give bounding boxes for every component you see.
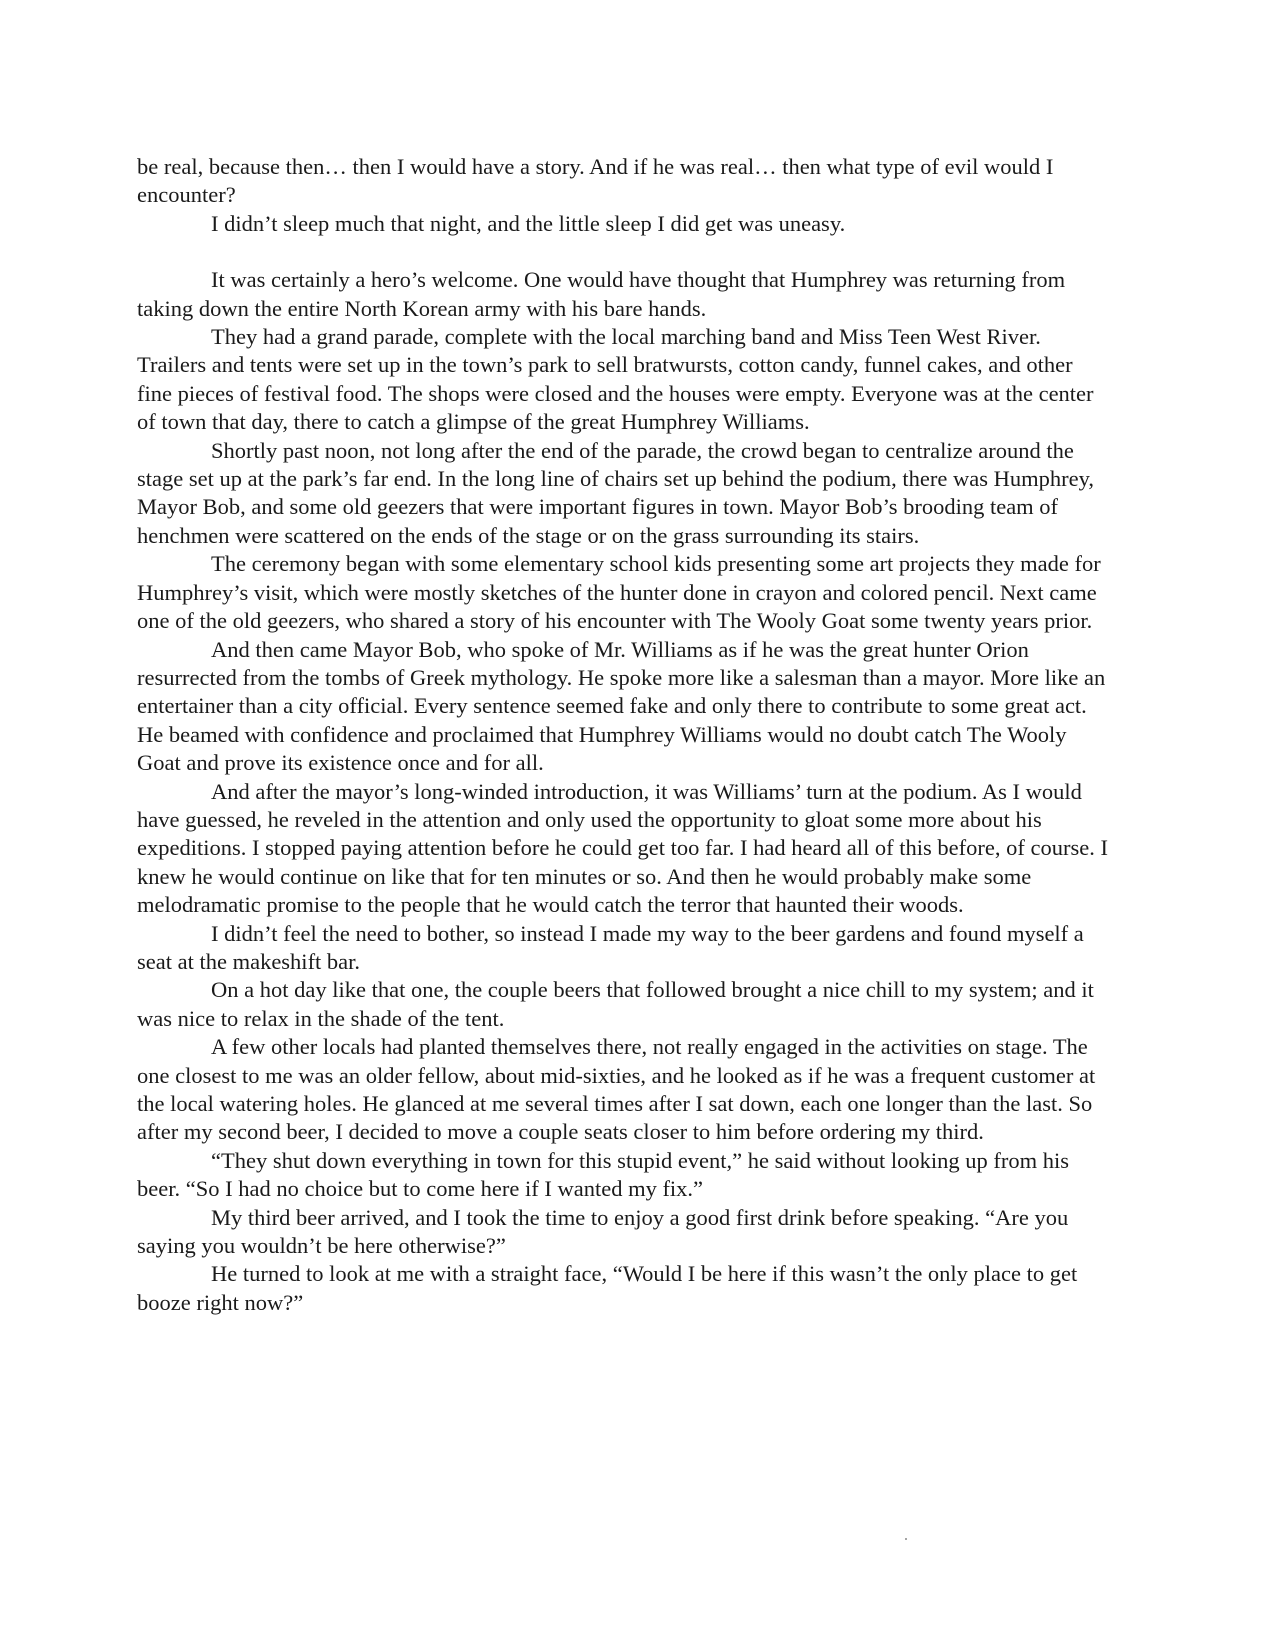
paragraph: Shortly past noon, not long after the end of the parade, the crowd began to centralize around the stage set up at the park’s far end. In the long line of chairs set up behind the podium, there was Humphrey, Mayor Bob, and some old geezers that were important figures in town. Mayor Bob’s brooding team of henchmen were scattered on the ends of the stage or on the grass surrounding its stairs. xyxy=(137,437,1095,548)
section-break xyxy=(137,238,1112,266)
paragraph: He turned to look at me with a straight face, “Would I be here if this wasn’t the only place to get booze right now?” xyxy=(137,1261,1078,1315)
paragraph: And then came Mayor Bob, who spoke of Mr. Williams as if he was the great hunter Orion resurrected from the tombs of Greek mythology. He spoke more like a salesman than a mayor. More like an entertainer than a city official. Every sentence seemed fake and only there to contribute to some great act. He beamed with confidence and proclaimed that Humphrey Williams would no doubt catch The Wooly Goat and prove its existence once and for all. xyxy=(137,636,1106,776)
paragraph: The ceremony began with some elementary school kids presenting some art projects they made for Humphrey’s visit, which were mostly sketches of the hunter done in crayon and colored pencil. Next came one of the old geezers, who shared a story of his encounter with The Wooly Goat some twenty years prior. xyxy=(137,551,1101,634)
paragraph: My third beer arrived, and I took the time to enjoy a good first drink before speaking. “Are you saying you wouldn’t be here otherwise?” xyxy=(137,1204,1069,1259)
document-page xyxy=(137,153,1112,1317)
paragraph: I didn’t feel the need to bother, so instead I made my way to the beer gardens and found myself a seat at the makeshift bar. xyxy=(137,920,1084,974)
section-2 xyxy=(137,266,1112,1317)
paragraph: I didn’t sleep much that night, and the little sleep I did get was uneasy. xyxy=(211,210,846,236)
paragraph: “They shut down everything in town for this stupid event,” he said without looking up from his beer. “So I had no choice but to come here if I wanted my fix.” xyxy=(137,1147,1070,1202)
paragraph: be real, because then… then I would have a story. And if he was real… then what type of evil would I encounter? xyxy=(137,154,1054,208)
paragraph: And after the mayor’s long-winded introduction, it was Williams’ turn at the podium. As I would have guessed, he reveled in the attention and only used the opportunity to gloat some more about his expeditions. I stopped paying attention before he could get too far. I had heard all of this before, of course. I knew he would continue on like that for ten minutes or so. And then he would probably make some melodramatic promise to the people that he would catch the terror that haunted their woods. xyxy=(137,778,1108,918)
paragraph: On a hot day like that one, the couple beers that followed brought a nice chill to my system; and it was nice to relax in the shade of the tent. xyxy=(137,977,1094,1031)
paragraph: It was certainly a hero’s welcome. One would have thought that Humphrey was returning from taking down the entire North Korean army with his bare hands. xyxy=(137,267,1066,321)
paragraph: They had a grand parade, complete with the local marching band and Miss Teen West River. Trailers and tents were set up in the town’s park to sell bratwursts, cotton candy, funnel cakes, and other fine pieces of festival food. The shops were closed and the houses were empty. Everyone was at the center of town that day, there to catch a glimpse of the great Humphrey Williams. xyxy=(137,324,1094,435)
paragraph: A few other locals had planted themselves there, not really engaged in the activities on stage. The one closest to me was an older fellow, about mid-sixties, and he looked as if he was a frequent customer at the local watering holes. He glanced at me several times after I sat down, each one longer than the last. So after my second beer, I decided to move a couple seats closer to him before ordering my third. xyxy=(137,1034,1096,1145)
scan-speck xyxy=(905,1538,907,1540)
section-1 xyxy=(137,153,1112,238)
